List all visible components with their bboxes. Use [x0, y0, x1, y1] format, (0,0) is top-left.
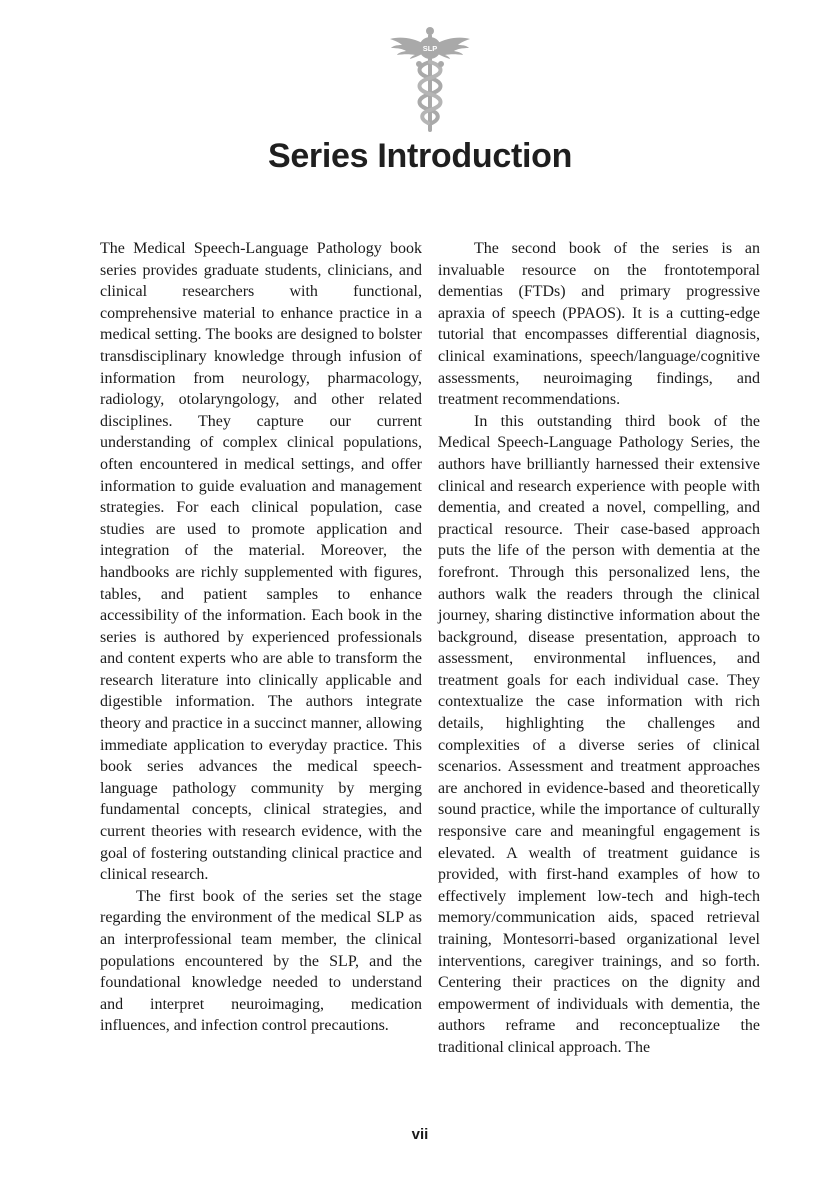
logo-label: SLP	[422, 44, 438, 53]
paragraph: The second book of the series is an invaluable resource on the frontotemporal dementias (FTDs) and primary progressive apraxia of speech (PPAOS). It is a cutting-edge tutorial that encompasses differential diagnosis, clinical examinations, speech/language/cognitive assessments, neuroimaging findings, and treatment recommendations.	[438, 240, 760, 409]
paragraph: In this outstanding third book of the Medical Speech-Language Pathology Series, the authors have brilliantly harnessed their extensive clinical and research experience with people with dementia, and created a novel, compelling, and practical resource. Their case-based approach puts the life of the person with dementia at the forefront. Through this personalized lens, the authors walk the readers through the clinical journey, sharing distinctive information about the background, disease presentation, approach to assessment, environmental influences, and treatment goals for each individual case. They contextualize the case information with rich details, highlighting the challenges and complexities of a diverse series of clinical scenarios. Assessment and treatment approaches are anchored in evidence-based and theoretically sound practice, while the importance of culturally responsive care and meaningful engagement is elevated. A wealth of treatment guidance is provided, with first-hand examples of how to effectively implement low-tech and high-tech memory/communication aids, spaced retrieval training, Montesorri-based organizational level interventions, caregiver trainings, and so forth. Centering their practices on the dignity and empowerment of individuals with dementia, the authors reframe and reconceptualize the traditional clinical approach. The	[438, 412, 760, 1056]
page-title: Series Introduction	[267, 137, 573, 175]
paragraph: The Medical Speech-Language Pathology book series provides graduate students, clinicians, and clinical researchers with functional, comprehensive material to enhance practice in a medical setting. The books are designed to bolster transdisciplinary knowledge through infusion of information from neurology, pharmacology, radiology, otolaryngology, and other related disciplines. They capture our current understanding of complex clinical populations, often encountered in medical settings, and offer information to guide evaluation and management strategies. For each clinical population, case studies are used to promote application and integration of the material. Moreover, the handbooks are richly supplemented with figures, tables, and patient samples to enhance accessibility of the information. Each book in the series is authored by experienced professionals and content experts who are able to transform the research literature into clinically applicable and digestible information. The authors integrate theory and practice in a succinct manner, allowing immediate application to everyday practice. This book series advances the medical speech-language pathology community by merging fundamental concepts, clinical strategies, and current theories with research evidence, with the goal of fostering outstanding clinical practice and clinical research.	[100, 240, 422, 884]
caduceus-icon	[388, 26, 472, 134]
right-column	[438, 238, 760, 1059]
page-number: vii	[411, 1126, 429, 1143]
paragraph: The first book of the series set the stage regarding the environment of the medical SLP as an interprofessional team member, the clinical populations encountered by the SLP, and the foundational knowledge needed to understand and interpret neuroimaging, medication influences, and infection control precautions.	[100, 887, 422, 1035]
left-column	[100, 238, 422, 1037]
